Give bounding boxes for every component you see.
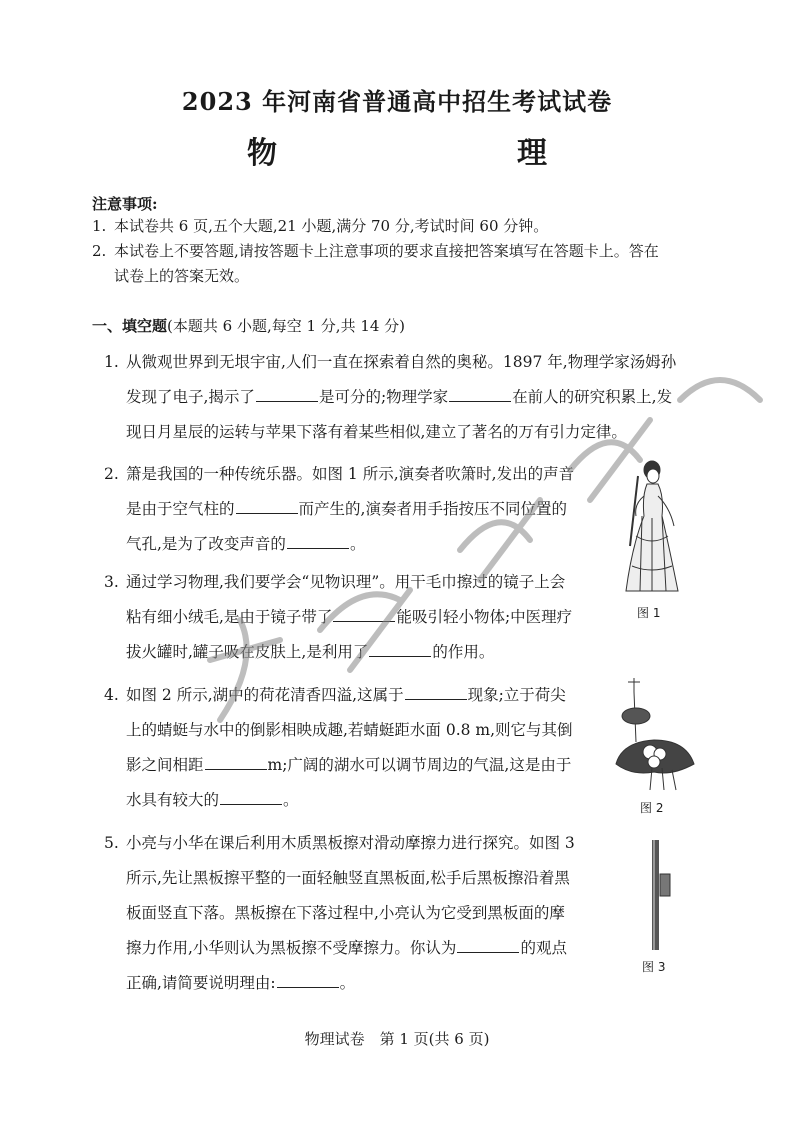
answer-blank[interactable] [236, 499, 298, 514]
figure-3-caption: 图 3 [642, 960, 666, 974]
subject-title: 物 理 [247, 136, 607, 171]
note-item-1: 1. 本试卷共 6 页,五个大题,21 小题,满分 70 分,考试时间 60 分钟。 [92, 217, 549, 235]
page-footer: 物理试卷 第 1 页(共 6 页) [304, 1030, 490, 1048]
question-1: 1. 从微观世界到无垠宇宙,人们一直在探索着自然的奥秘。1897 年,物理学家汤姆孙 发现了电子,揭示了 是可分的;物理学家 在前人的研究积累上,发 现日月星辰的运转与苹果下落有着某些相似,建立了著名的万有引力定律。 [104, 353, 677, 441]
answer-blank[interactable] [369, 642, 431, 657]
figure-2-lotus-dragonfly-illustration [612, 672, 696, 792]
question-3: 3. 通过学习物理,我们要学会“见物识理”。用干毛巾擦过的镜子上会 粘有细小绒毛,是由于镜子带了 能吸引轻小物体;中医理疗 拔火罐时,罐子吸在皮肤上,是利用了 的作用。 [104, 573, 573, 661]
note-item-2: 2. 本试卷上不要答题,请按答题卡上注意事项的要求直接把答案填写在答题卡上。答在 试卷上的答案无效。 [92, 242, 659, 285]
answer-blank[interactable] [205, 755, 267, 770]
question-2: 2. 箫是我国的一种传统乐器。如图 1 所示,演奏者吹箫时,发出的声音 是由于空气柱的 而产生的,演奏者用手指按压不同位置的 气孔,是为了改变声音的 。 [104, 465, 575, 553]
answer-blank[interactable] [256, 387, 318, 402]
answer-blank[interactable] [457, 938, 519, 953]
figure-2-caption: 图 2 [640, 801, 664, 815]
question-5: 5. 小亮与小华在课后利用木质黑板擦对滑动摩擦力进行探究。如图 3 所示,先让黑板擦平整的一面轻触竖直黑板面,松手后黑板擦沿着黑 板面竖直下落。黑板擦在下落过程中,小亮认为它受到黑板面的摩 擦力作用,小华则认为黑板擦不受摩擦力。你认为 的观点 正确,请简要说明理由: 。 [104, 834, 575, 992]
section-heading: 一、填空题(本题共 6 小题,每空 1 分,共 14 分) [92, 317, 406, 335]
figure-1-caption: 图 1 [637, 606, 661, 620]
figure-1-xiao-player-illustration [612, 456, 692, 598]
question-4: 4. 如图 2 所示,湖中的荷花清香四溢,这属于 现象;立于荷尖 上的蜻蜓与水中的倒影相映成趣,若蜻蜓距水面 0.8 m,则它与其倒 影之间相距 m;广阔的湖水可以调节周边的气温,这是由于 水具有较大的 。 [104, 686, 573, 809]
notes-heading: 注意事项: [92, 195, 158, 213]
answer-blank[interactable] [277, 973, 339, 988]
figure-3-blackboard-eraser-illustration [642, 840, 678, 950]
answer-blank[interactable] [287, 534, 349, 549]
exam-title: 2023 年河南省普通高中招生考试试卷 [181, 87, 613, 116]
answer-blank[interactable] [333, 607, 395, 622]
answer-blank[interactable] [220, 790, 282, 805]
answer-blank[interactable] [405, 685, 467, 700]
answer-blank[interactable] [449, 387, 511, 402]
